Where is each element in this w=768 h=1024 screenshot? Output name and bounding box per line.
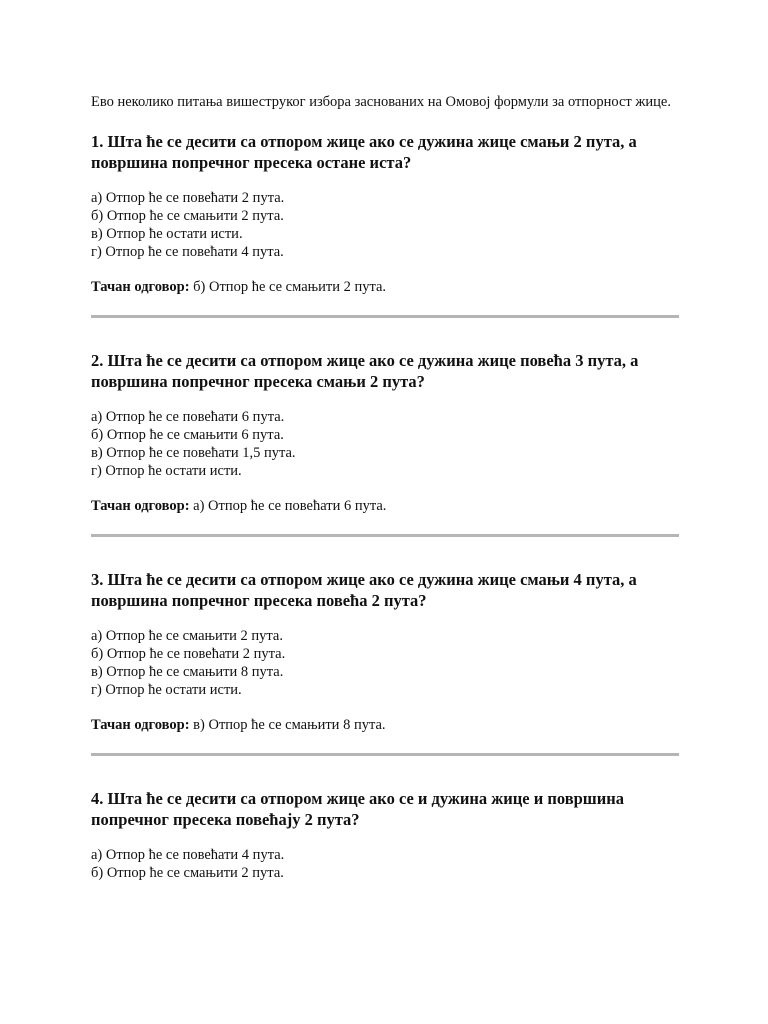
options-list xyxy=(91,846,679,882)
divider xyxy=(91,315,679,318)
question-block-4 xyxy=(91,788,679,882)
answer-text: б) Отпор ће се смањити 2 пута. xyxy=(193,279,387,295)
question-title: 2. Шта ће се десити са отпором жице ако се дужина жице повећа 3 пута, а површина попречног пресека смањи 2 пута? xyxy=(91,351,639,391)
options-list xyxy=(91,408,679,480)
answer-label: Тачан одговор: xyxy=(91,498,190,514)
question-title: 4. Шта ће се десити са отпором жице ако се и дужина жице и површина попречног пресека повећају 2 пута? xyxy=(91,789,624,829)
question-block-2 xyxy=(91,350,679,515)
option-a: а) Отпор ће се повећати 4 пута. xyxy=(91,847,285,863)
divider xyxy=(91,534,679,537)
option-c: в) Отпор ће се смањити 8 пута. xyxy=(91,664,284,680)
correct-answer xyxy=(91,716,679,734)
option-a: а) Отпор ће се повећати 6 пута. xyxy=(91,409,285,425)
option-c: в) Отпор ће се повећати 1,5 пута. xyxy=(91,445,296,461)
question-title: 1. Шта ће се десити са отпором жице ако се дужина жице смањи 2 пута, а површина попречног пресека остане иста? xyxy=(91,132,637,172)
option-d: г) Отпор ће остати исти. xyxy=(91,463,242,479)
option-b: б) Отпор ће се повећати 2 пута. xyxy=(91,646,286,662)
options-list xyxy=(91,627,679,699)
options-list xyxy=(91,189,679,261)
question-block-3 xyxy=(91,569,679,734)
option-c: в) Отпор ће остати исти. xyxy=(91,226,243,242)
divider xyxy=(91,753,679,756)
option-a: а) Отпор ће се смањити 2 пута. xyxy=(91,628,283,644)
answer-label: Тачан одговор: xyxy=(91,717,190,733)
correct-answer xyxy=(91,497,679,515)
option-a: а) Отпор ће се повећати 2 пута. xyxy=(91,190,285,206)
correct-answer xyxy=(91,278,679,296)
option-b: б) Отпор ће се смањити 2 пута. xyxy=(91,865,284,881)
question-title: 3. Шта ће се десити са отпором жице ако се дужина жице смањи 4 пута, а површина попречног пресека повећа 2 пута? xyxy=(91,570,637,610)
option-b: б) Отпор ће се смањити 2 пута. xyxy=(91,208,284,224)
document-page xyxy=(91,94,679,899)
option-d: г) Отпор ће се повећати 4 пута. xyxy=(91,244,284,260)
intro-paragraph: Ево неколико питања вишеструког избора заснованих на Омовој формули за отпорност жице. xyxy=(91,94,671,110)
question-block-1 xyxy=(91,131,679,296)
answer-text: в) Отпор ће се смањити 8 пута. xyxy=(193,717,386,733)
answer-label: Тачан одговор: xyxy=(91,279,190,295)
option-d: г) Отпор ће остати исти. xyxy=(91,682,242,698)
option-b: б) Отпор ће се смањити 6 пута. xyxy=(91,427,284,443)
answer-text: а) Отпор ће се повећати 6 пута. xyxy=(193,498,387,514)
